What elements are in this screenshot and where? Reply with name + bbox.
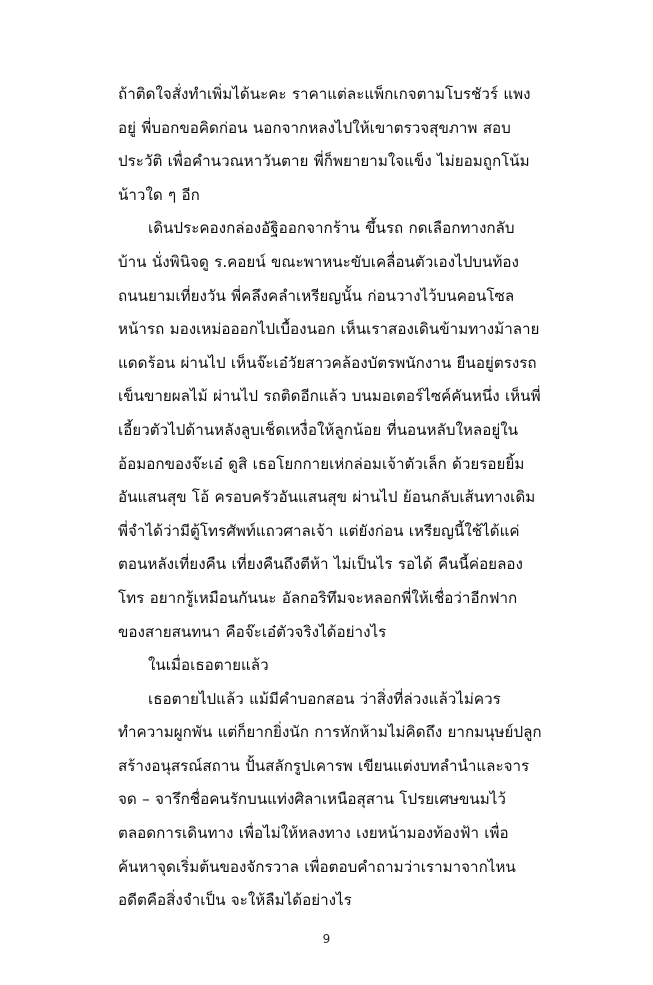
body-text — [118, 78, 542, 918]
paragraph: เดินประคองกล่องอัฐิออกจากร้าน ขึ้นรถ กดเลือกทางกลับบ้าน นั่งพินิจดู ร.คอยน์ ขณะพาหนะขับเคลื่อนตัวเองไปบนท้องถนนยามเที่ยงวัน พี่คลึงคลำเหรียญนั้น ก่อนวางไว้บนคอนโซลหน้ารถ มองเหม่อออกไปเบื้องนอก เห็นเราสองเดินข้ามทางม้าลาย แดดร้อน ผ่านไป เห็นจ๊ะเอ๋วัยสาวคล้องบัตรพนักงาน ยืนอยู่ตรงรถเข็นขายผลไม้ ผ่านไป รถติดอีกแล้ว บนมอเตอร์ไซค์คันหนึ่ง เห็นพี่เอี้ยวตัวไปด้านหลังลูบเช็ดเหงื่อให้ลูกน้อย ที่นอนหลับใหลอยู่ในอ้อมอกของจ๊ะเอ๋ ดูสิ เธอโยกกายเห่กล่อมเจ้าตัวเล็ก ด้วยรอยยิ้มอันแสนสุข โอ้ ครอบครัวอันแสนสุข ผ่านไป ย้อนกลับเส้นทางเดิม พี่จำได้ว่ามีตู้โทรศัพท์แถวศาลเจ้า แต่ยังก่อน เหรียญนี้ใช้ได้แค่ตอนหลังเที่ยงคืน เที่ยงคืนถึงตีห้า ไม่เป็นไร รอได้ คืนนี้ค่อยลองโทร อยากรู้เหมือนกันนะ อัลกอริทึมจะหลอกพี่ให้เชื่อว่าอีกฟากของสายสนทนา คือจ๊ะเอ๋ตัวจริงได้อย่างไร — [118, 219, 541, 641]
page-number: 9 — [322, 932, 331, 946]
paragraph: เธอตายไปแล้ว แม้มีคำบอกสอน ว่าสิ่งที่ล่วงแล้วไม่ควรทำความผูกพัน แต่ก็ยากยิ่งนัก การหักห้ามไม่คิดถึง ยากมนุษย์ปลูกสร้างอนุสรณ์สถาน ปั้นสลักรูปเคารพ เขียนแต่งบทลำนำและจารจด – จารึกชื่อคนรักบนแท่งศิลาเหนือสุสาน โปรยเศษขนมไว้ตลอดการเดินทาง เพื่อไม่ให้หลงทาง เงยหน้ามองท้องฟ้า เพื่อค้นหาจุดเริ่มต้นของจักรวาล เพื่อตอบคำถามว่าเรามาจากไหน อดีตคือสิ่งจำเป็น จะให้ลืมได้อย่างไร — [118, 689, 542, 910]
paragraph: ในเมื่อเธอตายแล้ว — [148, 656, 269, 675]
paragraph: ถ้าติดใจสั่งทำเพิ่มได้นะคะ ราคาแต่ละแพ็กเกจตามโบรชัวร์ แพงอยู่ พี่บอกขอคิดก่อน นอกจากหลงไปให้เขาตรวจสุขภาพ สอบประวัติ เพื่อคำนวณหาวันตาย พี่ก็พยายามใจแข็ง ไม่ยอมถูกโน้มน้าวใด ๆ อีก — [118, 85, 531, 204]
